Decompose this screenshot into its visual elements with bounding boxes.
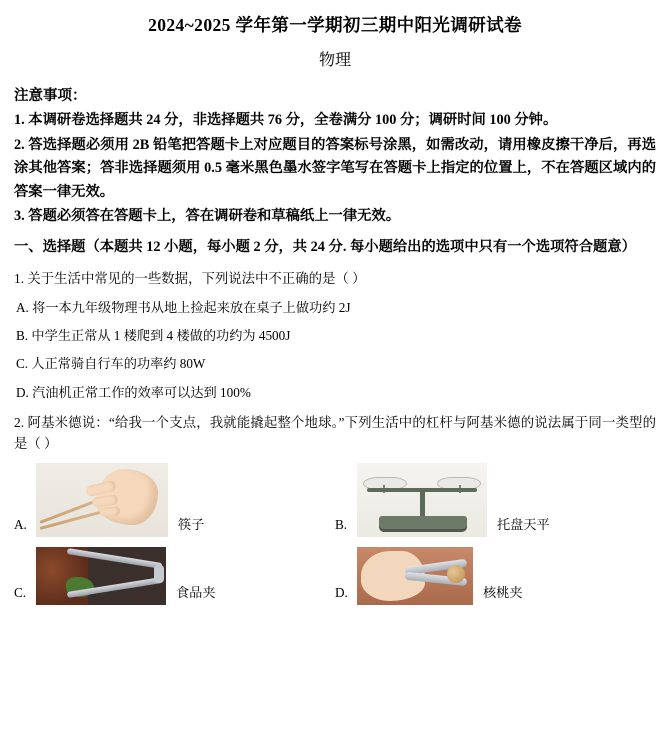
question-1-option-b[interactable]: B. 中学生正常从 1 楼爬到 4 楼做的功约为 4500J bbox=[16, 328, 291, 344]
question-2-row-bottom bbox=[14, 547, 656, 605]
question-1-option-a[interactable]: A. 将一本九年级物理书从地上捡起来放在桌子上做功约 2J bbox=[16, 300, 351, 316]
question-2-row-top bbox=[14, 463, 656, 537]
question-1-option-d[interactable]: D. 汽油机正常工作的效率可以达到 100% bbox=[16, 384, 251, 400]
question-1-option-c[interactable]: C. 人正常骑自行车的功率约 80W bbox=[16, 356, 206, 372]
question-2-option-c[interactable] bbox=[14, 547, 335, 605]
question-2-option-a-letter: A. bbox=[14, 517, 27, 533]
question-2-option-d-letter: D. bbox=[335, 585, 348, 601]
question-2-option-d-label: 核桃夹 bbox=[483, 585, 523, 601]
question-2-stem: 2. 阿基米德说：“给我一个支点，我就能撬起整个地球。”下列生活中的杠杆与阿基米德的说法属于同一类型的是（ ） bbox=[14, 414, 656, 452]
question-2-option-a[interactable] bbox=[14, 463, 335, 537]
balance-scale-icon bbox=[357, 463, 487, 537]
question-2-option-b-label: 托盘天平 bbox=[497, 517, 550, 533]
question-2 bbox=[14, 412, 656, 605]
question-2-option-b-letter: B. bbox=[335, 517, 348, 533]
subject-title: 物理 bbox=[318, 52, 351, 69]
notice-heading: 注意事项： bbox=[14, 88, 87, 104]
notice-item-1: 1. 本调研卷选择题共 24 分，非选择题共 76 分，全卷满分 100 分；调研时间 100 分钟。 bbox=[14, 112, 558, 128]
section-heading-multiple-choice: 一、选择题（本题共 12 小题，每小题 2 分，共 24 分. 每小题给出的选项中只有一个选项符合题意） bbox=[14, 238, 636, 255]
question-2-option-b[interactable] bbox=[335, 463, 656, 537]
question-2-option-c-label: 食品夹 bbox=[176, 585, 216, 601]
nutcracker-icon bbox=[357, 547, 473, 605]
question-2-image-options bbox=[14, 463, 656, 605]
chopsticks-icon bbox=[36, 463, 168, 537]
exam-paper-page bbox=[0, 12, 670, 748]
notice-item-3: 3. 答题必须答在答题卡上，答在调研卷和草稿纸上一律无效。 bbox=[14, 208, 401, 225]
page-title: 2024~2025 学年第一学期初三期中阳光调研试卷 bbox=[148, 15, 522, 35]
question-1-stem: 1. 关于生活中常见的一些数据，下列说法中不正确的是（ ） bbox=[14, 271, 366, 287]
question-2-option-d[interactable] bbox=[335, 547, 656, 605]
question-2-option-a-label: 筷子 bbox=[178, 517, 205, 533]
notice-item-2: 2. 答选择题必须用 2B 铅笔把答题卡上对应题目的答案标号涂黑，如需改动，请用橡皮擦干净后，再选涂其他答案；答非选择题须用 0.5 毫米黑色墨水签字笔写在答题卡上指定的位置上，不在答题区域内的答案一律无效。 bbox=[14, 136, 656, 200]
question-1 bbox=[14, 268, 656, 402]
food-tongs-icon bbox=[36, 547, 166, 605]
question-2-option-c-letter: C. bbox=[14, 585, 27, 601]
